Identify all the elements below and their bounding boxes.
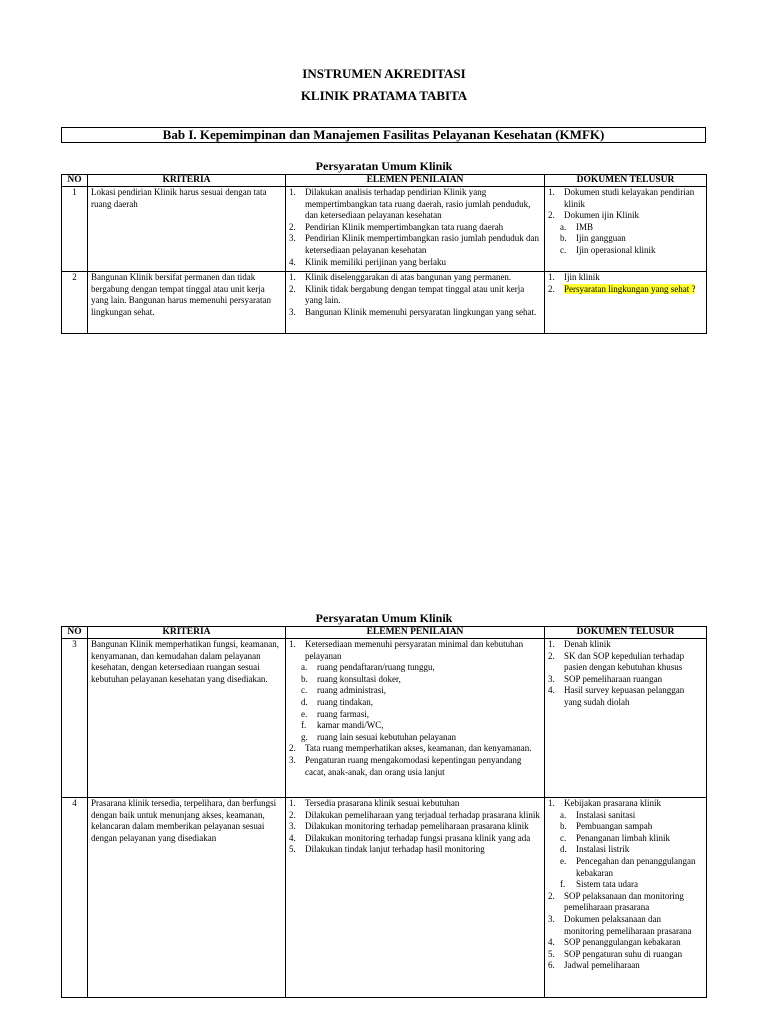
list-item: 5. SOP pengaturan suhu di ruangan xyxy=(548,948,683,959)
list-item: 3. Pendirian Klinik mempertimbangkan rasio jumlah penduduk dan ketersediaan pelayanan kesehatan xyxy=(289,233,539,255)
list-item: f. Sistem tata udara xyxy=(560,879,638,890)
list-item: 3. SOP pemeliharaan ruangan xyxy=(548,673,663,684)
row-number: 4 xyxy=(62,798,88,998)
list-item: 2. SOP pelaksanaan dan monitoring pemeliharaan prasarana xyxy=(548,890,684,913)
list-item: 4. SOP penanggulangan kebakaran xyxy=(548,937,681,948)
elemen-list xyxy=(289,187,541,268)
kriteria-cell: Bangunan Klinik memperhatikan fungsi, keamanan, kenyamanan, dan kemudahan dalam pelayanan kesehatan, dengan ketersediaan ruangan sesuai kebutuhan pelayanan kesehatan yang disediakan. xyxy=(88,639,286,798)
list-item: 4. Klinik memiliki perijinan yang berlaku xyxy=(289,256,446,267)
list-item: 1. Dilakukan analisis terhadap pendirian Klinik yang mempertimbangkan tata ruang daerah, rasio jumlah penduduk, dan ketersediaan pelayanan kesehatan xyxy=(289,187,531,221)
list-item: 2. SK dan SOP kepedulian terhadap pasien dengan kebutuhan khusus xyxy=(548,650,685,673)
table-row xyxy=(62,272,707,334)
list-item: 1. Ijin klinik xyxy=(548,272,600,282)
table-row xyxy=(62,639,707,798)
dokumen-list xyxy=(548,272,703,295)
dokumen-cell xyxy=(545,798,707,998)
list-item: 1. Ketersediaan memenuhi persyaratan minimal dan kebutuhan pelayanan xyxy=(289,639,524,661)
row-number: 3 xyxy=(62,639,88,798)
list-item: d. ruang tindakan, xyxy=(301,696,373,707)
list-item: c. Ijin operasional klinik xyxy=(560,244,656,255)
elemen-list xyxy=(289,798,541,856)
elemen-cell xyxy=(286,798,545,998)
dokumen-sublist xyxy=(548,222,703,257)
list-item: 3. Bangunan Klinik memenuhi persyaratan lingkungan yang sehat. xyxy=(289,306,537,317)
list-item: c. Penanganan limbah klinik xyxy=(560,832,670,843)
criteria-table-1 xyxy=(61,174,707,334)
dokumen-sublist xyxy=(548,810,703,891)
list-item: 1. Dokumen studi kelayakan pendirian klinik xyxy=(548,187,695,209)
row-number: 2 xyxy=(62,272,88,334)
header-no: NO xyxy=(62,175,88,187)
dokumen-cell xyxy=(545,272,707,334)
list-item: a. IMB xyxy=(560,221,594,232)
criteria-table-2 xyxy=(61,626,707,998)
list-item: 3. Dilakukan monitoring terhadap pemeliharaan prasarana klinik xyxy=(289,821,529,832)
table-row xyxy=(62,187,707,272)
list-item: 2. Klinik tidak bergabung dengan tempat tinggal atau unit kerja yang lain. xyxy=(289,283,525,306)
dokumen-list xyxy=(548,891,703,972)
list-item: 2. Tata ruang memperhatikan akses, keamanan, dan kenyamanan. xyxy=(289,743,532,754)
list-item: a. Instalasi sanitasi xyxy=(560,809,636,820)
list-item: 2. Pendirian Klinik mempertimbangkan tata ruang daerah xyxy=(289,221,504,232)
dokumen-list xyxy=(548,639,703,709)
table-header-row xyxy=(62,175,707,187)
kriteria-cell: Bangunan Klinik bersifat permanen dan tidak bergabung dengan tempat tinggal atau unit kerja yang lain. Bangunan harus memenuhi persyaratan lingkungan sehat. xyxy=(88,272,286,334)
list-item: 6. Jadwal pemeliharaan xyxy=(548,960,640,971)
list-item: 5. Dilakukan tindak lanjut terhadap hasil monitoring xyxy=(289,844,485,855)
elemen-list xyxy=(289,743,541,778)
list-item: 2. Dokumen ijin Klinik xyxy=(548,210,639,221)
elemen-cell xyxy=(286,272,545,334)
list-item: c. ruang administrasi, xyxy=(301,685,386,696)
elemen-list xyxy=(289,272,541,318)
list-item: 4. Dilakukan monitoring terhadap fungsi prasana klinik yang ada xyxy=(289,832,531,843)
list-item: 3. Pengaturan ruang mengakomodasi kepentingan penyandang cacat, anak-anak, dan orang usia lanjut xyxy=(289,754,522,777)
dokumen-cell xyxy=(545,187,707,272)
header-kriteria: KRITERIA xyxy=(88,175,286,187)
list-item: 2. Dilakukan pemeliharaan yang terjadual terhadap prasarana klinik xyxy=(289,809,540,820)
table-header-row xyxy=(62,627,707,639)
list-item: d. Instalasi listrik xyxy=(560,844,630,855)
list-item: b. Ijin gangguan xyxy=(560,233,626,244)
list-item: 4. Hasil survey kepuasan pelanggan yang sudah diolah xyxy=(548,685,685,707)
dokumen-list xyxy=(548,798,703,810)
header-dokumen: DOKUMEN TELUSUR xyxy=(545,175,707,187)
header-elemen: ELEMEN PENILAIAN xyxy=(286,175,545,187)
elemen-list xyxy=(289,639,541,662)
list-item: a. ruang pendaftaran/ruang tunggu, xyxy=(301,662,435,673)
elemen-sublist xyxy=(289,662,541,743)
list-item: g. ruang lain sesuai kebutuhan pelayanan xyxy=(301,731,456,742)
header-no: NO xyxy=(62,627,88,639)
list-item: f. kamar mandi/WC, xyxy=(301,720,384,731)
kriteria-cell: Lokasi pendirian Klinik harus sesuai dengan tata ruang daerah xyxy=(88,187,286,272)
list-item: 1. Kebijakan prasarana klinik xyxy=(548,798,661,808)
list-item: 1. Denah klinik xyxy=(548,639,611,649)
clinic-name: KLINIK PRATAMA TABITA xyxy=(300,88,468,103)
highlighted-text: Persyaratan lingkungan yang sehat ? xyxy=(564,283,696,294)
elemen-cell xyxy=(286,639,545,798)
table-row xyxy=(62,798,707,998)
header-kriteria: KRITERIA xyxy=(88,627,286,639)
section-title-2: Persyaratan Umum Klinik xyxy=(315,611,453,625)
section-title-1: Persyaratan Umum Klinik xyxy=(315,159,453,173)
kriteria-cell: Prasarana klinik tersedia, terpelihara, dan berfungsi dengan baik untuk menunjang akses, keamanan, kelancaran dalam memberikan pelayanan sesuai dengan pelayanan yang disediakan xyxy=(88,798,286,998)
dokumen-list xyxy=(548,187,703,222)
header-dokumen: DOKUMEN TELUSUR xyxy=(545,627,707,639)
list-item: b. Pembuangan sampah xyxy=(560,821,653,832)
list-item: b. ruang konsultasi doker, xyxy=(301,673,401,684)
elemen-cell xyxy=(286,187,545,272)
list-item: 2. Persyaratan lingkungan yang sehat ? xyxy=(548,283,696,294)
dokumen-cell xyxy=(545,639,707,798)
header-elemen: ELEMEN PENILAIAN xyxy=(286,627,545,639)
list-item: e. Pencegahan dan penanggulangan kebakaran xyxy=(560,855,696,878)
document-title: INSTRUMEN AKREDITASI xyxy=(302,66,466,81)
list-item: 1. Klinik diselenggarakan di atas bangunan yang permanen. xyxy=(289,272,512,282)
row-number: 1 xyxy=(62,187,88,272)
list-item: e. ruang farmasi, xyxy=(301,708,369,719)
list-item: 1. Tersedia prasarana klinik sesuai kebutuhan xyxy=(289,798,460,808)
list-item: 3. Dokumen pelaksanaan dan monitoring pemeliharaan prasarana xyxy=(548,913,692,936)
chapter-heading: Bab I. Kepemimpinan dan Manajemen Fasilitas Pelayanan Kesehatan (KMFK) xyxy=(61,127,706,143)
